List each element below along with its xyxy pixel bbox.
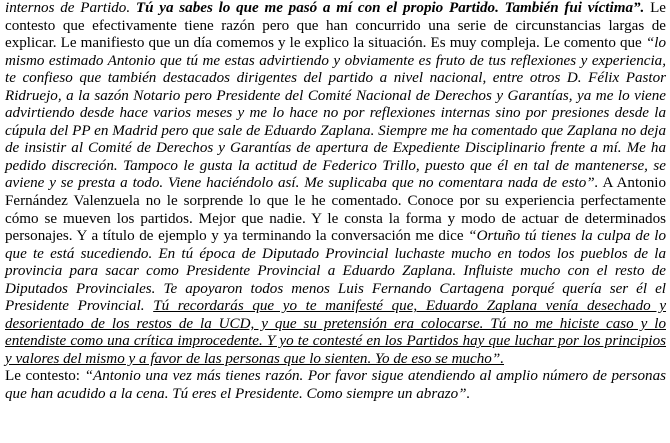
italic-quote: “Ortuño tú tienes la culpa de lo que te está sucediendo. En tú época de Diputado Provincial luchaste mucho en todos los pueblos de la provincia para sacar como Presidente Provincial a Eduardo Zaplana. Influiste mucho con el resto de Diputados Provinciales. Te apoyaron todos menos Luis Fernando Cartagena porqué quería ser él el Presidente Provincial.	[5, 228, 666, 315]
paragraph	[5, 368, 666, 403]
body-text: Le contesto:	[5, 368, 80, 385]
paragraph	[5, 0, 666, 368]
underlined-italic-quote: Tú recordarás que yo te manifesté que, Eduardo Zaplana venía desechado y desorientado de los restos de la UCD, y que su pretensión era colocarse. Tú no me hiciste caso y lo entendiste como una crítica improcedente. Y yo te contesté en los Partidos hay que luchar por los principios y valores del mismo y a favor de las personas que lo sienten. Yo de eso se mucho”.	[5, 298, 667, 367]
italic-text: internos de Partido.	[5, 0, 131, 16]
bold-italic-quote: Tú ya sabes lo que me pasó a mí con el propio Partido. También fui víctima”.	[135, 0, 645, 16]
body-text: A Antonio Fernández Valenzuela no le sorprende lo que le he comentado. Conoce por su experiencia perfectamente cómo se mueven los partidos. Mejor que nadie. Y le consta la forma y modo de actuar de determinados personajes. Y a título de ejemplo y ya terminando la conversación me dice	[5, 175, 666, 245]
italic-quote: “Antonio una vez más tienes razón. Por favor sigue atendiendo al amplio número de personas que han acudido a la cena. Tú eres el Presidente. Como siempre un abrazo”.	[5, 368, 666, 403]
document-page	[5, 0, 666, 404]
body-text: Le contesto que efectivamente tiene razón pero que han concurrido una serie de circunstancias largas de explicar. Le manifiesto que un día comemos y le explico la situación. Es muy compleja. Le comento que	[5, 0, 666, 52]
italic-quote: “lo mismo estimado Antonio que tú me estas advirtiendo y obviamente es fruto de tus reflexiones y experiencia, te confieso que también destacados dirigentes del partido a nivel nacional, entre otros D. Félix Pastor Ridruejo, a la sazón Notario pero Presidente del Comité Nacional de Derechos y Garantías, ya me lo viene advirtiendo desde hace varios meses y me lo hace no por reflexiones internas sino por presiones desde la cúpula del PP en Madrid pero que sale de Eduardo Zaplana. Siempre me ha comentado que Zaplana no deja de insistir al Comité de Derechos y Garantías de apertura de Expediente Disciplinario frente a mí. Me ha pedido discreción. Tampoco le gusta la actitud de Federico Trillo, puesto que él en tal de mantenerse, se aviene y se presta a todo. Viene haciéndolo así. Me suplicaba que no comentara nada de esto”.	[5, 35, 667, 192]
